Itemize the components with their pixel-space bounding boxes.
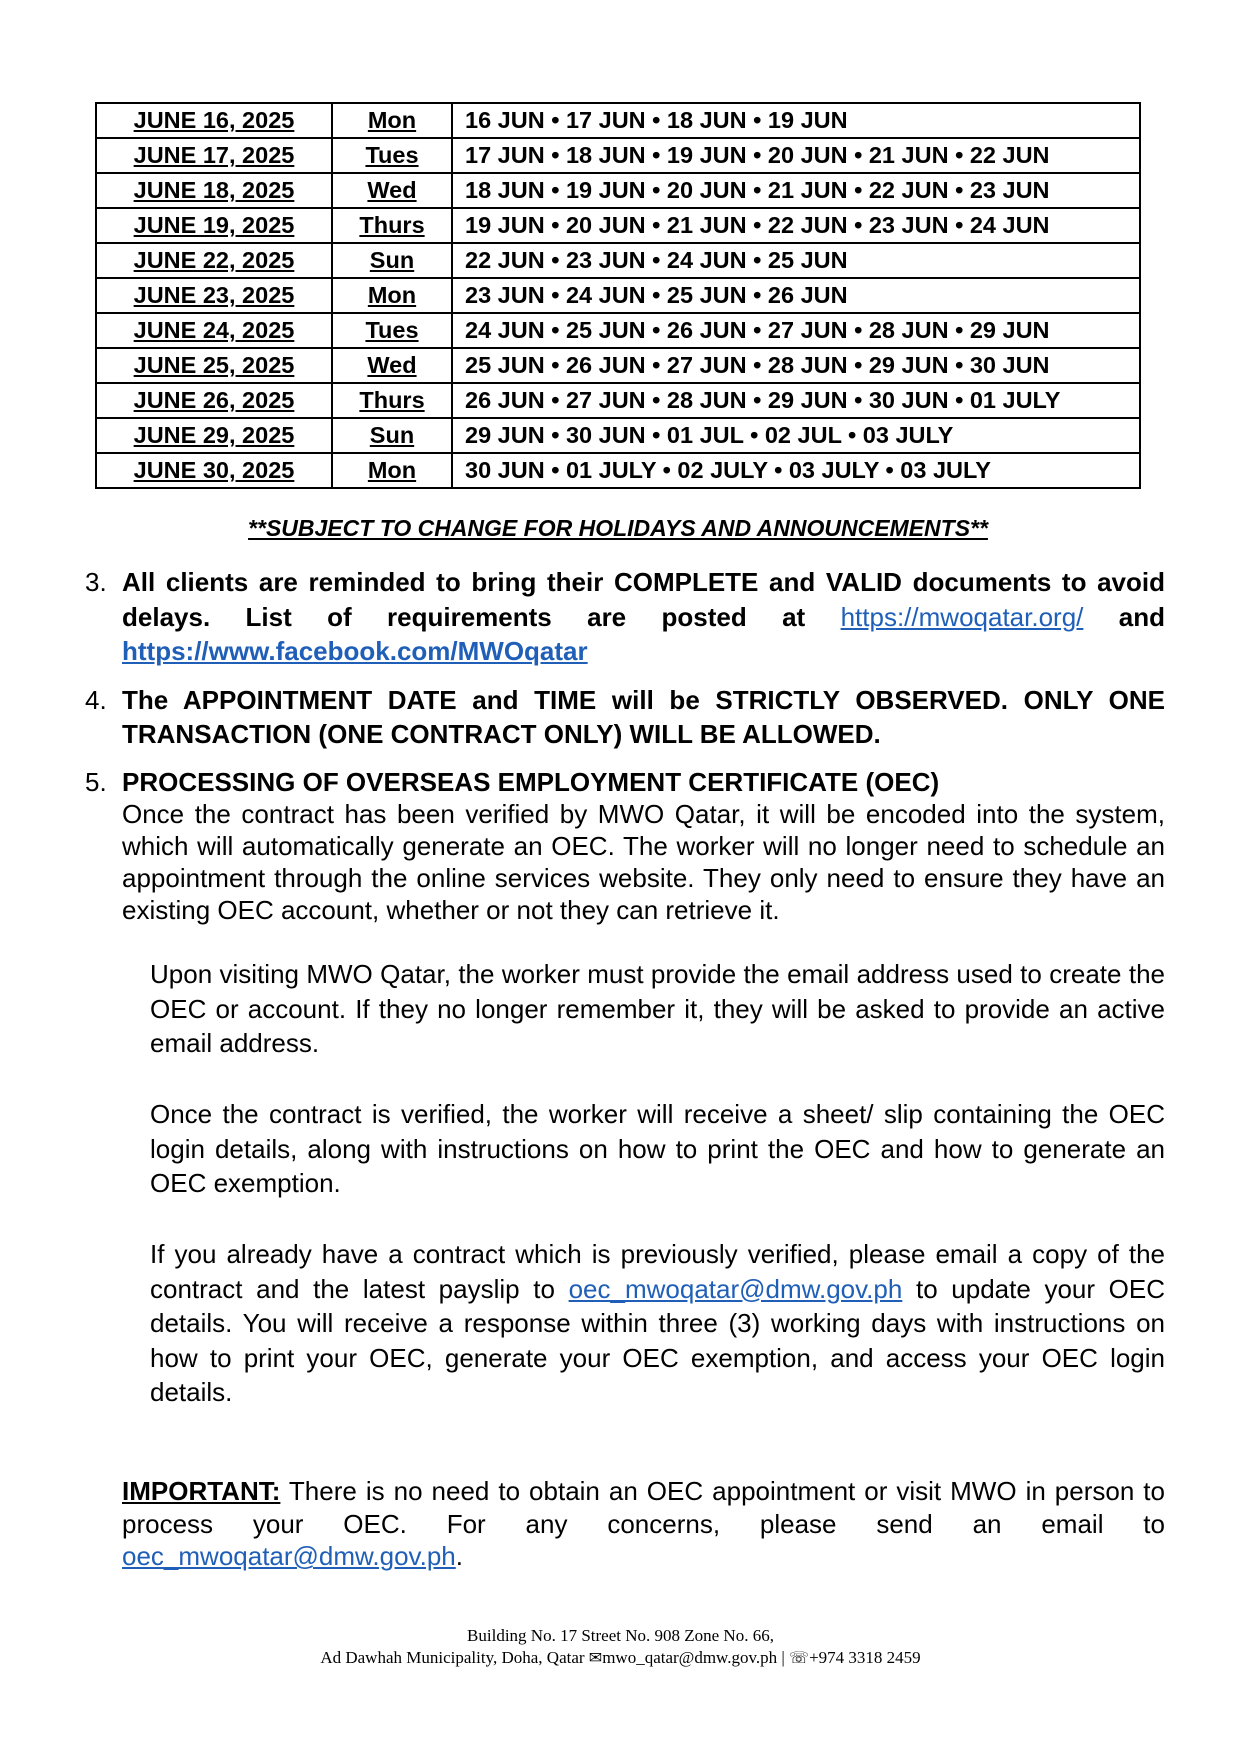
- paragraph-email-address: Upon visiting MWO Qatar, the worker must provide the email address used to create the OEC or account. If they no longer remember it, they will be asked to provide an active email address.: [150, 959, 1165, 1058]
- footer-email: mwo_qatar@dmw.gov.ph: [602, 1648, 778, 1667]
- schedule-date-cell: JUNE 25, 2025: [96, 348, 332, 383]
- schedule-date-cell: JUNE 30, 2025: [96, 453, 332, 488]
- schedule-table-body: [96, 103, 1140, 488]
- p3-text-before: If you already have a contract which is previously verified, please email a copy of the contract and the latest payslip to: [150, 1239, 1165, 1304]
- footer-phone: +974 3318 2459: [809, 1648, 921, 1667]
- schedule-slots-cell: 16 JUN • 17 JUN • 18 JUN • 19 JUN: [452, 103, 1140, 138]
- list-item-5: [85, 766, 1165, 926]
- schedule-day-cell: Mon: [332, 453, 452, 488]
- schedule-slots-cell: 24 JUN • 25 JUN • 26 JUN • 27 JUN • 28 JUN • 29 JUN: [452, 313, 1140, 348]
- footer-address-line: Building No. 17 Street No. 908 Zone No. 66,: [467, 1626, 774, 1645]
- schedule-day-cell: Mon: [332, 278, 452, 313]
- item-3-and: and: [1118, 601, 1165, 632]
- schedule-date-cell: JUNE 29, 2025: [96, 418, 332, 453]
- p3-text-after: to update your OEC details. You will receive a response within three (3) working days with instructions on how to print your OEC, generate your OEC exemption, and access your OEC login details.: [150, 1273, 1165, 1407]
- paragraph-previously-verified: [150, 1237, 1165, 1410]
- table-row: [96, 103, 1140, 138]
- item-number: 3.: [85, 567, 107, 597]
- item-number: 4.: [85, 685, 107, 715]
- table-row: [96, 418, 1140, 453]
- schedule-slots-cell: 30 JUN • 01 JULY • 02 JULY • 03 JULY • 03 JULY: [452, 453, 1140, 488]
- important-text: There is no need to obtain an OEC appointment or visit MWO in person to process your OEC. For any concerns, please send an email to: [122, 1476, 1165, 1539]
- table-row: [96, 278, 1140, 313]
- item-number: 5.: [85, 767, 107, 797]
- schedule-date-cell: JUNE 19, 2025: [96, 208, 332, 243]
- schedule-date-cell: JUNE 24, 2025: [96, 313, 332, 348]
- item-5-body: [122, 766, 1165, 926]
- footer-address-city: Ad Dawhah Municipality, Doha, Qatar: [320, 1648, 585, 1667]
- schedule-slots-cell: 17 JUN • 18 JUN • 19 JUN • 20 JUN • 21 JUN • 22 JUN: [452, 138, 1140, 173]
- list-item-4: [85, 683, 1165, 751]
- table-row: [96, 208, 1140, 243]
- list-item-3: [85, 565, 1165, 669]
- schedule-slots-cell: 26 JUN • 27 JUN • 28 JUN • 29 JUN • 30 JUN • 01 JULY: [452, 383, 1140, 418]
- table-row: [96, 243, 1140, 278]
- item-3-body: [122, 565, 1165, 669]
- important-notice: [122, 1475, 1165, 1573]
- paragraph-verified-contract: Once the contract is verified, the worker will receive a sheet/ slip containing the OEC login details, along with instructions on how to print the OEC and how to generate an OEC exemption.: [150, 1099, 1165, 1198]
- schedule-slots-cell: 22 JUN • 23 JUN • 24 JUN • 25 JUN: [452, 243, 1140, 278]
- table-row: [96, 348, 1140, 383]
- oec-email-link[interactable]: oec_mwoqatar@dmw.gov.ph: [568, 1273, 903, 1304]
- schedule-slots-cell: 29 JUN • 30 JUN • 01 JUL • 02 JUL • 03 JULY: [452, 418, 1140, 453]
- footer-contact-line: [0, 1647, 1241, 1670]
- schedule-slots-cell: 23 JUN • 24 JUN • 25 JUN • 26 JUN: [452, 278, 1140, 313]
- schedule-day-cell: Tues: [332, 313, 452, 348]
- item-5-text: Once the contract has been verified by MWO Qatar, it will be encoded into the system, which will automatically generate an OEC. The worker will no longer need to schedule an appointment through the online services website. They only need to ensure they have an existing OEC account, whether or not they can retrieve it.: [122, 799, 1165, 925]
- important-label: IMPORTANT:: [122, 1476, 281, 1506]
- schedule-date-cell: JUNE 16, 2025: [96, 103, 332, 138]
- schedule-slots-cell: 18 JUN • 19 JUN • 20 JUN • 21 JUN • 22 JUN • 23 JUN: [452, 173, 1140, 208]
- table-row: [96, 173, 1140, 208]
- table-row: [96, 313, 1140, 348]
- schedule-date-cell: JUNE 22, 2025: [96, 243, 332, 278]
- schedule-slots-cell: 25 JUN • 26 JUN • 27 JUN • 28 JUN • 29 JUN • 30 JUN: [452, 348, 1140, 383]
- schedule-day-cell: Tues: [332, 138, 452, 173]
- table-row: [96, 383, 1140, 418]
- envelope-icon: ✉: [588, 1650, 603, 1667]
- schedule-note: **SUBJECT TO CHANGE FOR HOLIDAYS AND ANNOUNCEMENTS**: [248, 515, 988, 541]
- schedule-day-cell: Thurs: [332, 383, 452, 418]
- table-row: [96, 138, 1140, 173]
- schedule-day-cell: Wed: [332, 348, 452, 383]
- important-end: .: [455, 1541, 463, 1571]
- schedule-date-cell: JUNE 17, 2025: [96, 138, 332, 173]
- schedule-table: [95, 102, 1141, 489]
- important-email-link[interactable]: oec_mwoqatar@dmw.gov.ph: [122, 1541, 456, 1571]
- schedule-date-cell: JUNE 18, 2025: [96, 173, 332, 208]
- schedule-day-cell: Thurs: [332, 208, 452, 243]
- footer-separator: |: [781, 1648, 785, 1667]
- item-5-heading: PROCESSING OF OVERSEAS EMPLOYMENT CERTIFICATE (OEC): [122, 767, 940, 797]
- item-4-text: The APPOINTMENT DATE and TIME will be STRICTLY OBSERVED. ONLY ONE TRANSACTION (ONE CONTRACT ONLY) WILL BE ALLOWED.: [122, 685, 1165, 749]
- schedule-day-cell: Sun: [332, 418, 452, 453]
- telephone-icon: ☏: [789, 1650, 810, 1667]
- page-footer: [0, 1625, 1241, 1670]
- schedule-day-cell: Wed: [332, 173, 452, 208]
- table-row: [96, 453, 1140, 488]
- schedule-day-cell: Sun: [332, 243, 452, 278]
- schedule-day-cell: Mon: [332, 103, 452, 138]
- schedule-date-cell: JUNE 26, 2025: [96, 383, 332, 418]
- schedule-date-cell: JUNE 23, 2025: [96, 278, 332, 313]
- item-3-text: All clients are reminded to bring their COMPLETE and VALID documents to avoid delays. List of requirements are posted at: [122, 567, 1165, 632]
- requirements-website-link[interactable]: https://mwoqatar.org/: [840, 601, 1084, 632]
- facebook-page-link[interactable]: https://www.facebook.com/MWOqatar: [122, 636, 588, 666]
- schedule-slots-cell: 19 JUN • 20 JUN • 21 JUN • 22 JUN • 23 JUN • 24 JUN: [452, 208, 1140, 243]
